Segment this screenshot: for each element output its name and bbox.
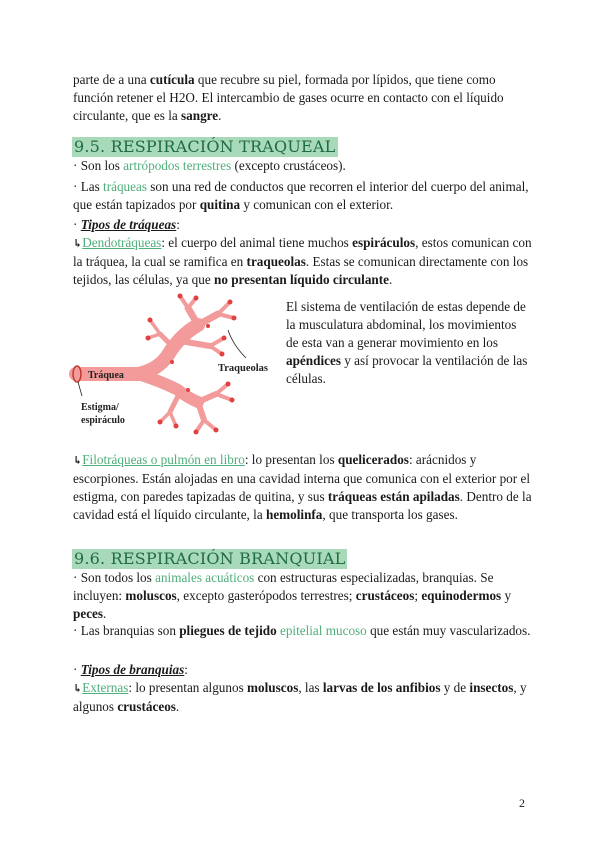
ventilation-paragraph: El sistema de ventilación de estas depende de la musculatura abdominal, los movimientos de esta van a generar movimiento en los apéndices y así provocar la ventilación de las células.: [286, 299, 528, 386]
intro-paragraph: parte de a una cutícula que recubre su piel, formada por lípidos, que tiene como función retener el H2O. El intercambio de gases ocurre en contacto con el líquido circulante, que es la sangre.: [73, 72, 504, 123]
label-estigma: Estigma/: [81, 402, 119, 413]
tipos-branquias-heading: · Tipos de branquias:: [73, 662, 188, 677]
section-heading-traqueal: 9.5. RESPIRACIÓN TRAQUEAL: [74, 137, 336, 156]
traqueal-paragraph-1: · Son los artrópodos terrestres (excepto crustáceos).: [73, 158, 346, 173]
branquial-paragraph-1: · Son todos los animales acuáticos con estructuras especializadas, branquias. Se incluyen: moluscos, excepto gasterópodos terrestres; crustáceos; equinodermos y peces.: [73, 570, 512, 621]
section-heading-branquial: 9.6. RESPIRACIÓN BRANQUIAL: [74, 549, 346, 568]
label-traqueolas: Traqueolas: [218, 363, 268, 374]
label-traquea: Tráquea: [88, 370, 124, 381]
trachea-diagram: [68, 290, 283, 440]
estigma-pointer: [78, 382, 82, 396]
traqueal-paragraph-2: · Las tráqueas son una red de conductos que recorren el interior del cuerpo del animal, que están tapizados por quitina y comunican con el exterior.: [73, 179, 529, 212]
branquial-paragraph-2: · Las branquias son pliegues de tejido epitelial mucoso que están muy vascularizados.: [73, 623, 531, 638]
label-espiraculo: espiráculo: [81, 415, 125, 426]
externas-paragraph: ↳Externas: lo presentan algunos moluscos, las larvas de los anfibios y de insectos, y algunos crustáceos.: [73, 680, 527, 714]
page-number: 2: [519, 796, 525, 810]
traqueolas-pointer: [228, 330, 246, 358]
dendrotraqueas-paragraph: ↳Dendotráqueas: el cuerpo del animal tiene muchos espiráculos, estos comunican con la tráquea, la cual se ramifica en traqueolas. Estas se comunican directamente con los tejidos, las células, ya que no presentan líquido circulante.: [73, 235, 532, 287]
filotraqueas-paragraph: ↳Filotráqueas o pulmón en libro: lo presentan los quelicerados: arácnidos y escorpiones. Están alojadas en una cavidad interna que comunica con el exterior por el estigma, con paredes tapizadas de quitina, y sus tráqueas están apiladas. Dentro de la cavidad está el líquido circulante, la hemolinfa, que transporta los gases.: [73, 452, 532, 522]
tipos-traqueas-heading: · Tipos de tráqueas:: [73, 217, 180, 232]
